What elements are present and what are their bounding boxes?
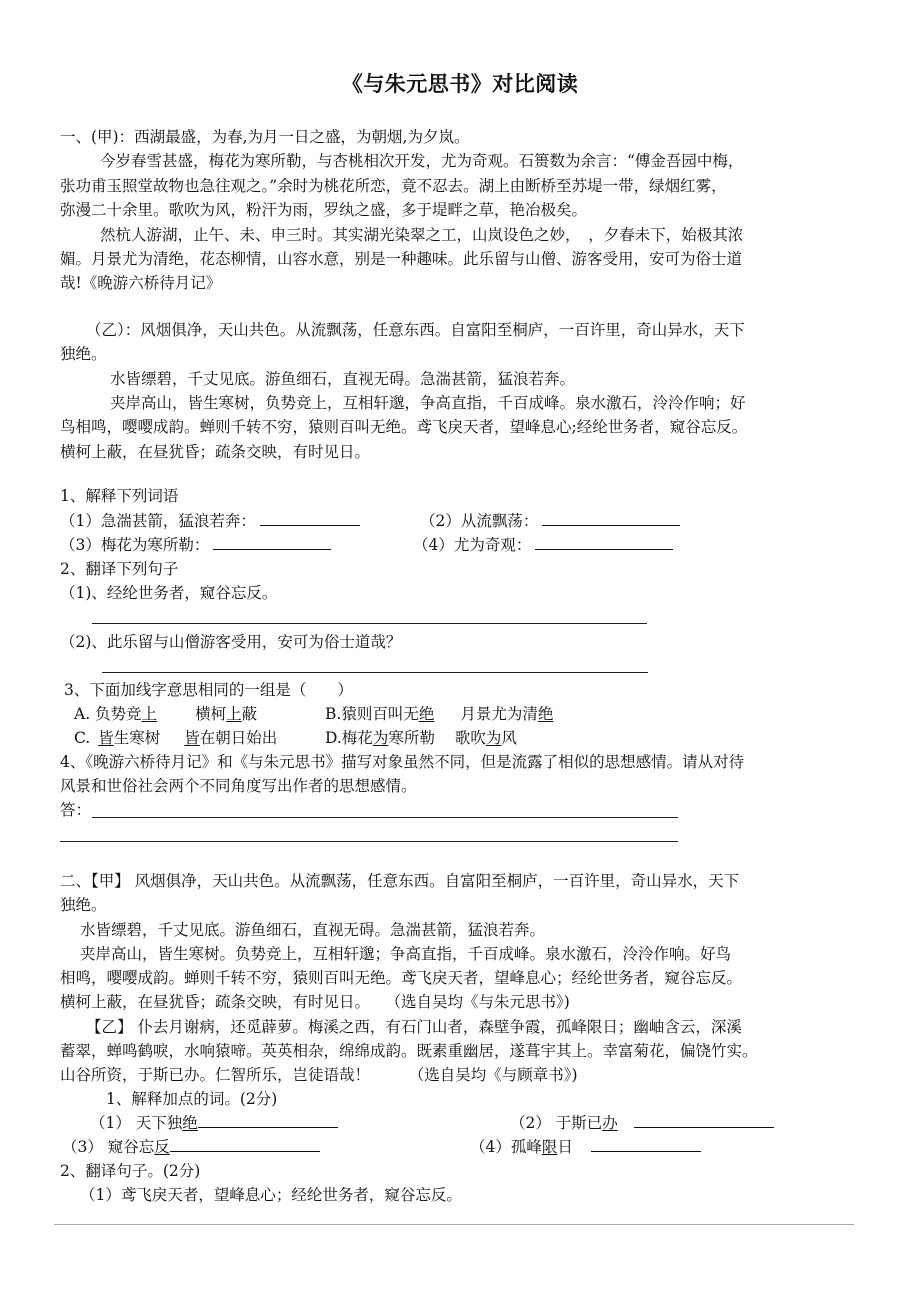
s1-q3-d-text4: 风 — [501, 729, 517, 747]
s2-q1-item1-label: （1） 天下独 — [90, 1114, 183, 1132]
s1-q1-heading: 1、解释下列词语 — [60, 487, 179, 505]
s2-q1-item2 — [510, 1111, 774, 1135]
s1-q3-a-key1: 上 — [141, 705, 158, 723]
s2-q1-item3-blank[interactable] — [170, 1137, 320, 1152]
s1-q3-c-key2: 皆 — [184, 729, 200, 747]
s1-q1-item1-blank[interactable] — [260, 511, 360, 526]
s1-q2-item1: （1)、经纶世务者，窥谷忘反。 — [60, 584, 278, 602]
s1-q3-c-label: C. — [74, 729, 91, 747]
s1-q1-item1-label: （1）急湍甚箭，猛浪若奔： — [60, 512, 256, 530]
s1-yi-line4: 夹岸高山，皆生寒树，负势竞上，互相轩邈，争高直指，千百成峰。泉水激石，泠泠作响；好 — [110, 394, 746, 412]
s2-q1-item1 — [90, 1111, 338, 1135]
s1-q2-item2: （2)、此乐留与山僧游客受用，安可为俗士道哉？ — [60, 633, 402, 651]
s1-jia-para2-line1: 然杭人游湖，止午、未、申三时。其实湖光染翠之工，山岚设色之妙， ，夕春未下，始极其浓 — [100, 226, 744, 244]
s1-q1-item3 — [60, 533, 331, 557]
s2-q2-heading: 2、翻译句子。(2分) — [60, 1162, 201, 1180]
s1-q4-answer-line2[interactable] — [60, 841, 678, 842]
s2-q1-item1-blank[interactable] — [198, 1113, 338, 1128]
s1-q2-answer-line2[interactable] — [102, 672, 648, 673]
s2-jia-line6: 横柯上蔽，在昼犹昏；疏条交映，有时见日。 （选自吴均《与朱元思书》) — [60, 993, 570, 1011]
s1-q1-item4 — [413, 533, 673, 557]
s1-q2-heading: 2、翻译下列句子 — [60, 560, 179, 578]
s1-q3-a-key2: 上 — [226, 705, 242, 723]
s1-q4-line2: 风景和世俗社会两个不同角度写出作者的思想感情。 — [60, 777, 417, 795]
s1-q3-b-key2: 绝 — [537, 705, 554, 723]
s2-q1-item3-key: 反 — [154, 1138, 170, 1156]
s1-q4-answer-line1[interactable] — [92, 817, 678, 818]
s1-yi-line2: 独绝。 — [60, 345, 107, 363]
s2-q1-item2-blank[interactable] — [634, 1113, 774, 1128]
s1-q3-b-text2: 月景尤为清 — [460, 705, 538, 723]
s1-jia-para1-line1: 今岁春雪甚盛，梅花为寒所勒，与杏桃相次开发，尤为奇观。石篑数为余言：“傅金吾园中梅， — [100, 152, 744, 170]
s1-yi-line1: （乙）：风烟俱净，天山共色。从流飘荡，任意东西。自富阳至桐庐，一百许里，奇山异水，天下 — [86, 321, 745, 339]
s1-jia-para1-line3: 弥漫二十余里。歌吹为风，粉汗为雨，罗纨之盛，多于堤畔之草，艳冶极矣。 — [60, 201, 588, 219]
s2-q1-item4-blank[interactable] — [591, 1137, 701, 1152]
s1-q3-d-text2: 寒所勒 — [388, 729, 435, 747]
s1-q3-d-key2: 为 — [485, 729, 502, 747]
s1-q3-d-text: D.梅花 — [325, 729, 373, 747]
s1-q3-c-text1: 生寒树 — [113, 729, 161, 747]
s2-q1-item3-label: （3） 窥谷忘 — [62, 1138, 155, 1156]
s1-q3-d-text3: 歌吹 — [454, 729, 486, 747]
s2-q1-item4 — [470, 1135, 701, 1159]
s1-q1-item2-blank[interactable] — [542, 511, 680, 526]
s2-q1-item2-key: 办 — [602, 1114, 618, 1132]
s1-jia-intro: 一、(甲)：西湖最盛，为春,为月一日之盛，为朝烟,为夕岚。 — [60, 128, 470, 146]
s2-q1-item1-key: 绝 — [182, 1114, 198, 1132]
s2-q2-item1: （1）鸢飞戾天者，望峰息心；经纶世务者，窥谷忘反。 — [80, 1186, 462, 1204]
s1-q3-d-key1: 为 — [372, 729, 389, 747]
s1-q3-option-c — [74, 726, 277, 750]
s1-q2-answer-line1[interactable] — [92, 623, 647, 624]
s1-jia-para2-line3: 哉!《晚游六桥待月记》 — [60, 274, 222, 292]
s1-jia-para1-line2: 张功甫玉照堂故物也急往观之。”余时为桃花所恋，竟不忍去。湖上由断桥至苏堤一带，绿烟红雾， — [60, 177, 727, 195]
s1-yi-line5: 鸟相鸣，嘤嘤成韵。蝉则千转不穷，猿则百叫无绝。鸢飞戾天者，望峰息心;经纶世务者，窥谷忘反。 — [60, 418, 748, 436]
s2-q1-item4-key: 限 — [541, 1138, 558, 1156]
s1-jia-para2-line2: 媚。月景尤为清绝，花态柳情，山容水意，别是一种趣味。此乐留与山僧、游客受用，安可为俗士道 — [60, 250, 743, 268]
s1-q1-item2-label: （2）从流飘荡： — [420, 512, 539, 530]
s1-q1-item4-blank[interactable] — [535, 535, 673, 550]
s2-jia-line3: 水皆缥碧，千丈见底。游鱼细石，直视无碍。急湍甚箭，猛浪若奔。 — [80, 921, 546, 939]
s2-yi-line1: 【乙】 仆去月谢病，还觅薜萝。梅溪之西，有石门山者，森壁争霞，孤峰限日；幽岫含云，深溪 — [86, 1018, 742, 1036]
s1-q3-option-d — [325, 726, 517, 750]
s1-q3-option-a — [74, 702, 257, 726]
s2-q1-item4-text: 日 — [557, 1138, 573, 1156]
s2-yi-line2: 蓄翠，蝉鸣鹤唳，水响猿啼。英英相杂，绵绵成韵。既素重幽居，遂葺宇其上。幸富菊花，偏饶竹实。 — [60, 1042, 758, 1060]
s1-q3-c-text2: 在朝日始出 — [199, 729, 278, 747]
s1-q3-a-text2: 横柯 — [195, 705, 227, 723]
s2-jia-line1: 二、【甲】 风烟俱净，天山共色。从流飘荡，任意东西。自富阳至桐庐，一百许里，奇山异水，天下 — [60, 872, 740, 890]
s2-q1-item4-label: （4）孤峰 — [470, 1138, 542, 1156]
s2-q1-item2-label: （2） 于斯已 — [510, 1114, 603, 1132]
s1-q1-item4-label: （4）尤为奇观： — [413, 536, 532, 554]
s2-q2-answer-line[interactable] — [54, 1224, 854, 1225]
page-title: 《与朱元思书》对比阅读 — [341, 72, 579, 96]
s1-q3-a-text: A. 负势竞 — [74, 705, 142, 723]
s2-jia-line5: 相鸣，嘤嘤成韵。蝉则千转不穷，猿则百叫无绝。鸢飞戾天者，望峰息心；经纶世务者，窥谷忘反。 — [60, 969, 743, 987]
s1-q3-heading: 3、下面加线字意思相同的一组是（ ） — [64, 681, 353, 699]
s1-q3-c-key1: 皆 — [98, 729, 114, 747]
s1-yi-line3: 水皆缥碧，千丈见底。游鱼细石，直视无碍。急湍甚箭，猛浪若奔。 — [110, 370, 576, 388]
s1-q1-item2 — [420, 509, 680, 533]
s1-q1-item3-blank[interactable] — [213, 535, 331, 550]
s2-q1-heading: 1、解释加点的词。(2分) — [106, 1090, 278, 1108]
s1-q1-item3-label: （3）梅花为寒所勒： — [60, 536, 210, 554]
s1-q4-line1: 4、《晚游六桥待月记》和《与朱元思书》描写对象虽然不同，但是流露了相似的思想感情。请从对待 — [60, 753, 745, 771]
s1-yi-line6: 横柯上蔽，在昼犹昏；疏条交映，有时见日。 — [60, 443, 371, 461]
s1-q3-b-text: B.猿则百叫无 — [325, 705, 419, 723]
s1-q4-answer-label: 答： — [60, 801, 92, 819]
s2-jia-line4: 夹岸高山，皆生寒树。负势竞上，互相轩邈；争高直指，千百成峰。泉水激石，泠泠作响。好鸟 — [80, 945, 732, 963]
s1-q3-a-text3: 蔽 — [241, 705, 258, 723]
s1-q1-item1 — [60, 509, 360, 533]
s2-q1-item3 — [62, 1135, 320, 1159]
s2-yi-line3: 山谷所资，于斯已办。仁智所乐，岂徒语哉！ （选自吴均《与顾章书》) — [60, 1066, 578, 1084]
s2-jia-line2: 独绝。 — [60, 896, 107, 914]
s1-q3-option-b — [325, 702, 553, 726]
s1-q3-b-key1: 绝 — [418, 705, 435, 723]
